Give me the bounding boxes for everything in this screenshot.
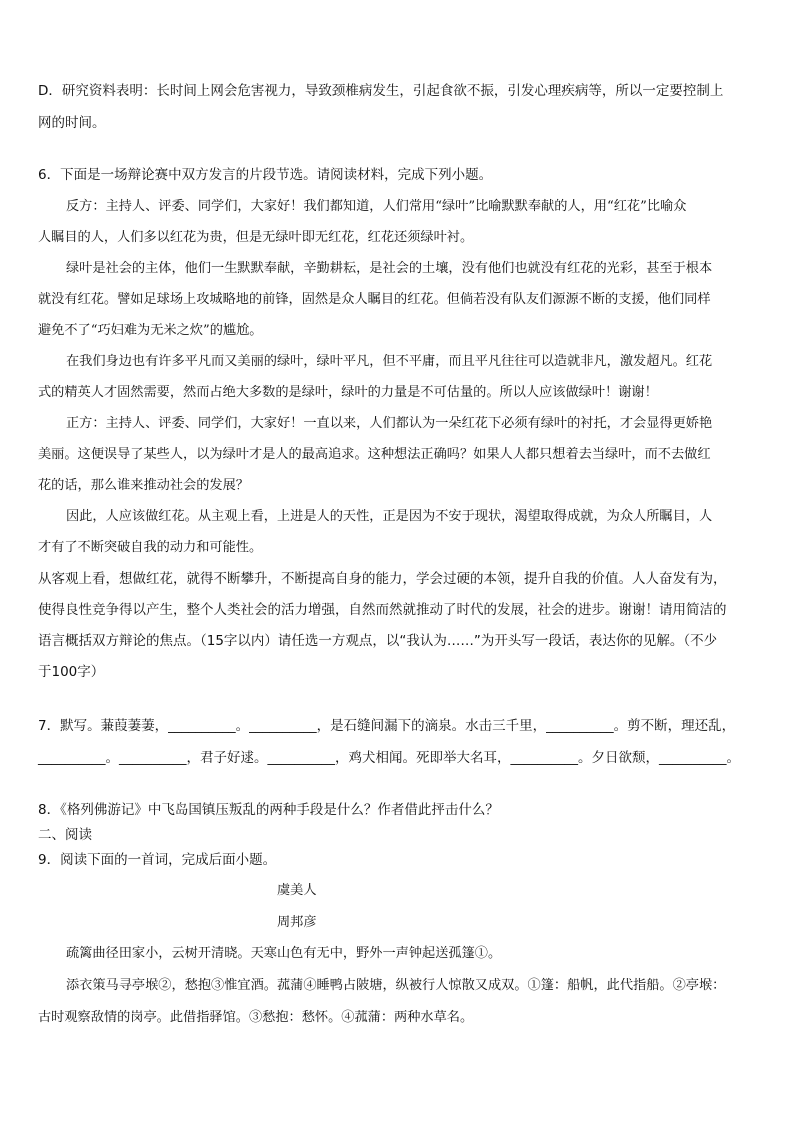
debate-para-6-line-2: 使得良性竞争得以产生，整个人类社会的活力增强，自然而然就推动了时代的发展，社会的进步。谢谢！请用简洁的: [38, 602, 727, 618]
debate-para-1-line-1: 反方：主持人、评委、同学们，大家好！我们都知道，人们常用“绿叶”比喻默默奉献的人，用“红花”比喻众: [66, 199, 687, 214]
debate-para-6-line-1: 从客观上看，想做红花，就得不断攀升，不断提高自身的能力，学会过硬的本领，提升自我的价值。人人奋发有为，: [38, 571, 727, 587]
question-9-prompt: 9．阅读下面的一首词，完成后面小题。: [38, 852, 277, 868]
question-7-line-1: 7．默写。蒹葭萋萋，__________。__________，是石缝间漏下的滴泉。水击三千里，__________。剪不断，理还乱，: [38, 718, 736, 734]
question-6-task-line-2: 于100字）: [38, 664, 105, 680]
poem-author: 周邦彦: [277, 915, 317, 930]
question-7-line-2: __________。__________，君子好逑。__________，鸡犬相闻。死即举大名耳，__________。夕日欲颓，__________。: [38, 750, 740, 766]
question-8: 8．《格列佛游记》中飞岛国镇压叛乱的两种手段是什么？作者借此抨击什么？: [38, 802, 499, 818]
option-d-line-2: 网的时间。: [38, 115, 106, 131]
debate-para-3-line-1: 在我们身边也有许多平凡而又美丽的绿叶，绿叶平凡，但不平庸，而且平凡往往可以造就非凡，激发超凡。红花: [66, 354, 713, 369]
debate-para-5-line-1: 因此，人应该做红花。从主观上看，上进是人的天性，正是因为不安于现状，渴望取得成就，为众人所瞩目，人: [66, 509, 713, 524]
debate-para-2-line-3: 避免不了“巧妇难为无米之炊”的尴尬。: [38, 323, 263, 338]
debate-para-1-line-2: 人瞩目的人，人们多以红花为贵，但是无绿叶即无红花，红花还须绿叶衬。: [38, 230, 474, 245]
debate-para-5-line-2: 才有了不断突破自我的动力和可能性。: [38, 540, 263, 555]
debate-para-4-line-3: 花的话，那么谁来推动社会的发展？: [38, 478, 249, 493]
debate-para-4-line-1: 正方：主持人、评委、同学们，大家好！一直以来，人们都认为一朵红花下必须有绿叶的衬托，才会显得更娇艳: [66, 416, 713, 431]
debate-para-2-line-2: 就没有红花。譬如足球场上攻城略地的前锋，固然是众人瞩目的红花。但倘若没有队友们源源不断的支援，他们同样: [38, 292, 711, 307]
debate-para-4-line-2: 美丽。这便误导了某些人，以为绿叶才是人的最高追求。这种想法正确吗？如果人人都只想着去当绿叶，而不去做红: [38, 447, 711, 462]
poem-line-1: 疏篱曲径田家小，云树开清晓。天寒山色有无中，野外一声钟起送孤篷①。: [66, 946, 502, 961]
debate-para-3-line-2: 式的精英人才固然需要，然而占绝大多数的是绿叶，绿叶的力量是不可估量的。所以人应该做绿叶！谢谢！: [38, 385, 658, 400]
option-d-line-1: D．研究资料表明：长时间上网会危害视力，导致颈椎病发生，引起食欲不振，引发心理疾病等，所以一定要控制上: [38, 83, 724, 99]
poem-line-2-with-notes: 添衣策马寻亭堠②，愁抱③惟宜酒。菰蒲④睡鸭占陂塘，纵被行人惊散又成双。①篷：船帆，此代指船。②亭堠：: [66, 978, 726, 993]
poem-notes-line: 古时观察敌情的岗亭。此借指驿馆。③愁抱：愁怀。④菰蒲：两种水草名。: [38, 1010, 474, 1025]
debate-para-2-line-1: 绿叶是社会的主体，他们一生默默奉献，辛勤耕耘，是社会的土壤，没有他们也就没有红花的光彩，甚至于根本: [66, 261, 713, 276]
section-heading-reading: 二、阅读: [38, 827, 92, 843]
poem-title: 虞美人: [277, 883, 317, 898]
question-6-task-line-1: 语言概括双方辩论的焦点。（15字以内）请任选一方观点，以“我认为……”为开头写一段话，表达你的见解。（不少: [38, 633, 718, 649]
question-6-prompt: 6．下面是一场辩论赛中双方发言的片段节选。请阅读材料，完成下列小题。: [38, 167, 493, 183]
